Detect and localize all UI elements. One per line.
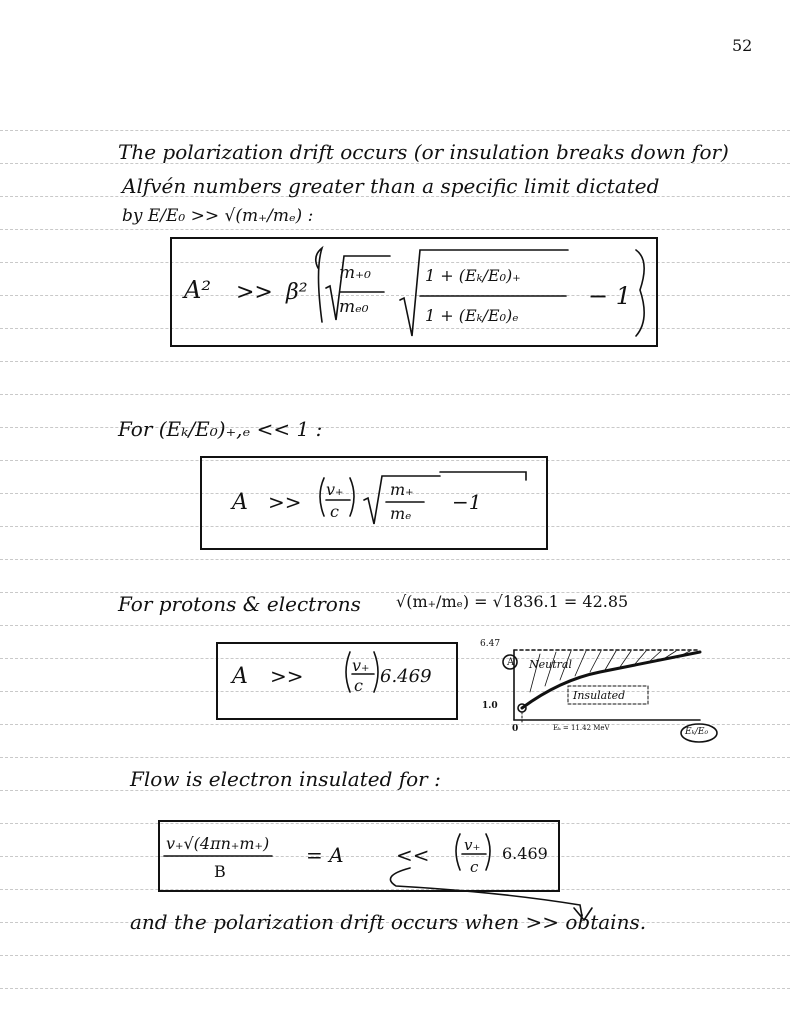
eq3-value: 6.469 bbox=[380, 666, 432, 687]
sketch-y-axis-label: A bbox=[507, 657, 515, 668]
intro-line-2: Alfvén numbers greater than a specific limit dictated bbox=[122, 174, 660, 198]
eq1-minus-one: − 1 bbox=[588, 282, 632, 310]
eq3-relation: >> bbox=[270, 664, 304, 688]
sketch-y-bottom-label: 1.0 bbox=[482, 701, 498, 711]
eq1-fraction-numerator: 1 + (Eₖ/E₀)₊ bbox=[425, 266, 521, 285]
sketch-y-top-label: 6.47 bbox=[480, 639, 501, 649]
eq4-velocity: v₊ bbox=[464, 836, 481, 854]
eq2-mass-denominator: mₑ bbox=[390, 504, 412, 523]
sketch-insulated-label: Insulated bbox=[573, 689, 626, 702]
sketch-x-axis-circle bbox=[681, 724, 717, 742]
arrow-pointer bbox=[390, 868, 582, 916]
radical-overline bbox=[440, 472, 526, 480]
eq2-mass-numerator: m₊ bbox=[390, 480, 414, 499]
intro-line-1: The polarization drift occurs (or insulation breaks down for) bbox=[118, 140, 729, 164]
closing-line: and the polarization drift occurs when >> obtains. bbox=[130, 910, 647, 934]
intro-line-3: by E/E₀ >> √(m₊/mₑ) : bbox=[122, 206, 314, 226]
sketch-neutral-label: Neutral bbox=[529, 658, 572, 671]
radical-mass-ratio bbox=[326, 256, 390, 320]
eq4-numerator: v₊√(4πn₊m₊) bbox=[166, 834, 270, 853]
eq4-light-speed: c bbox=[470, 858, 479, 876]
eq1-relation: >> bbox=[236, 280, 273, 305]
eq1-fraction-denominator: 1 + (Eₖ/E₀)ₑ bbox=[425, 306, 519, 325]
eq4-relation: << bbox=[396, 843, 430, 867]
eq2-velocity: v₊ bbox=[326, 480, 344, 499]
eq2-minus-one: −1 bbox=[452, 490, 482, 514]
eq1-mass-numerator: m₊₀ bbox=[339, 263, 371, 283]
condition-small-energy: For (Eₖ/E₀)₊,ₑ << 1 : bbox=[118, 417, 323, 441]
radical-energy-ratio bbox=[400, 250, 568, 336]
flow-condition: Flow is electron insulated for : bbox=[130, 767, 441, 791]
eq4-denominator: B bbox=[214, 862, 226, 881]
condition-protons-electrons: For protons & electrons bbox=[118, 592, 361, 616]
sketch-insulated-box bbox=[568, 686, 648, 704]
sketch-x-axis-label: Eₖ/E₀ bbox=[685, 727, 709, 737]
right-paren bbox=[350, 478, 354, 516]
sketch-x-note: Eₖ = 11.42 MeV bbox=[553, 724, 610, 732]
left-paren bbox=[346, 652, 350, 692]
eq3-lhs: A bbox=[232, 664, 248, 689]
left-paren bbox=[456, 834, 460, 870]
eq1-beta: β² bbox=[286, 280, 308, 305]
eq2-lhs: A bbox=[232, 490, 248, 515]
eq1-mass-denominator: mₑ₀ bbox=[339, 297, 369, 317]
mass-ratio-value: √(m₊/mₑ) = √1836.1 = 42.85 bbox=[396, 592, 629, 611]
radical-mass-ratio bbox=[364, 476, 440, 524]
eq4-equals-a: = A bbox=[306, 843, 344, 867]
right-paren bbox=[374, 652, 378, 692]
right-brace bbox=[636, 250, 644, 336]
eq2-light-speed: c bbox=[330, 502, 339, 521]
eq3-light-speed: c bbox=[354, 676, 363, 695]
left-paren bbox=[320, 478, 324, 516]
page-number: 52 bbox=[732, 36, 753, 55]
sketch-origin-label: 0 bbox=[512, 724, 519, 734]
eq4-value: 6.469 bbox=[502, 844, 548, 863]
eq2-relation: >> bbox=[268, 490, 302, 514]
eq1-lhs: A² bbox=[184, 276, 211, 304]
arrow-head bbox=[574, 908, 592, 920]
eq3-velocity: v₊ bbox=[352, 656, 370, 675]
sketch-axis-circle bbox=[503, 655, 517, 669]
left-brace bbox=[316, 248, 322, 322]
right-paren bbox=[486, 834, 490, 870]
